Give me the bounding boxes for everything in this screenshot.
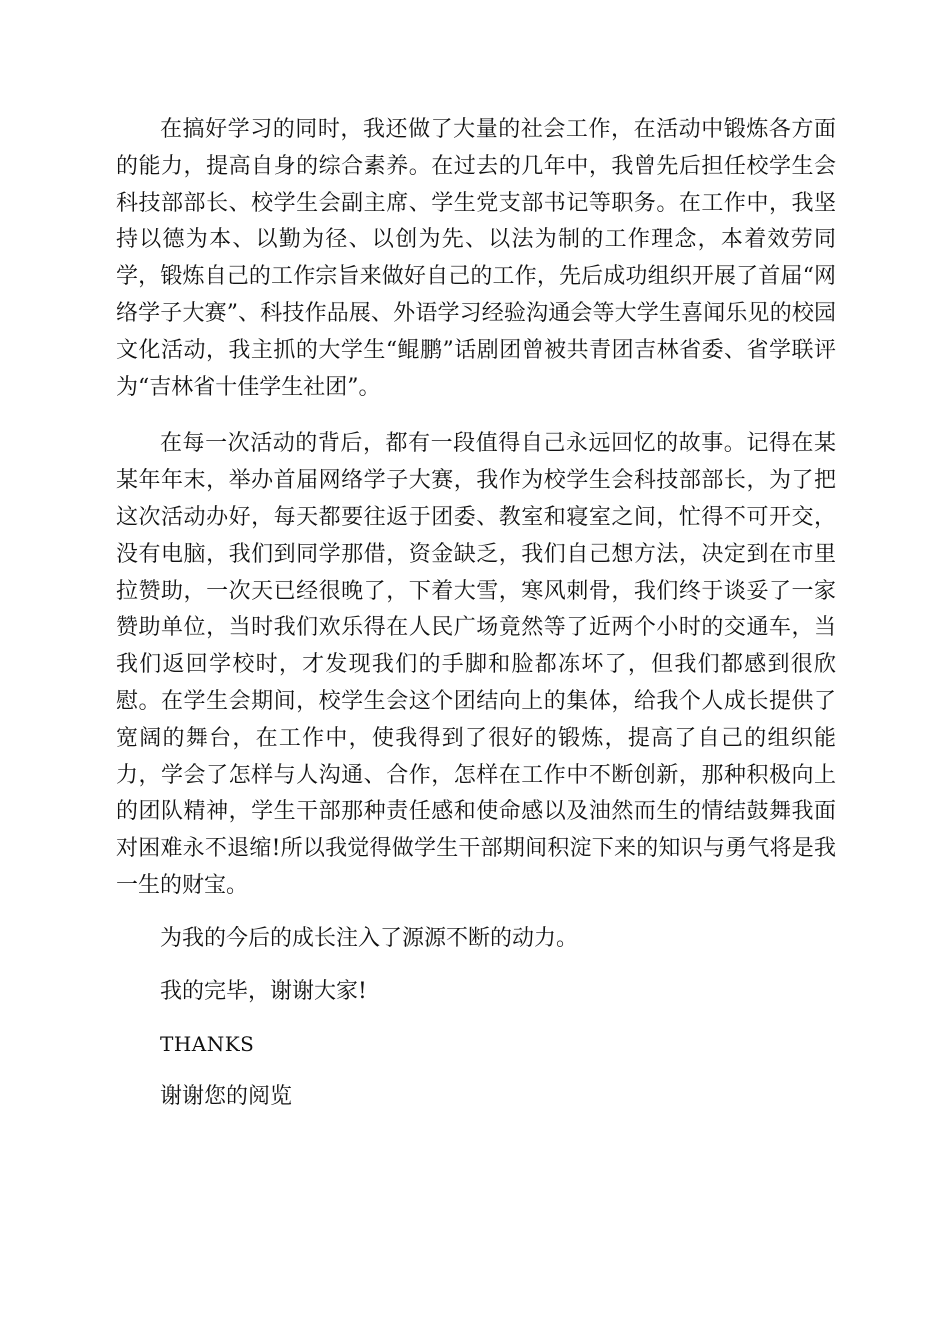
paragraph-activity-story: 在每一次活动的背后，都有一段值得自己永远回忆的故事。记得在某某年年末，举办首届网络学子大赛，我作为校学生会科技部部长，为了把这次活动办好，每天都要往返于团委、教室和寝室之间，忙得不可开交，没有电脑，我们到同学那借，资金缺乏，我们自己想方法，决定到在市里拉赞助，一次天已经很晚了，下着大雪，寒风刺骨，我们终于谈妥了一家赞助单位，当时我们欢乐得在人民广场竟然等了近两个小时的交通车，当我们返回学校时，才发现我们的手脚和脸都冻坏了，但我们都感到很欣慰。在学生会期间，校学生会这个团结向上的集体，给我个人成长提供了宽阔的舞台，在工作中，使我得到了很好的锻炼，提高了自己的组织能力，学会了怎样与人沟通、合作，怎样在工作中不断创新，那种积极向上的团队精神，学生干部那种责任感和使命感以及油然而生的情结鼓舞我面对困难永不退缩!所以我觉得做学生干部期间积淀下来的知识与勇气将是我一生的财宝。	[116, 431, 836, 898]
paragraph-thanks-english: THANKS	[160, 1032, 255, 1057]
paragraph-growth-motivation: 为我的今后的成长注入了源源不断的动力。	[160, 925, 579, 951]
document-body	[116, 112, 836, 1116]
paragraph-closing-thanks: 我的完毕，谢谢大家!	[160, 978, 367, 1004]
paragraph-social-work: 在搞好学习的同时，我还做了大量的社会工作，在活动中锻炼各方面的能力，提高自身的综合素养。在过去的几年中，我曾先后担任校学生会科技部部长、校学生会副主席、学生党支部书记等职务。在工作中，我坚持以德为本、以勤为径、以创为先、以法为制的工作理念，本着效劳同学，锻炼自己的工作宗旨来做好自己的工作，先后成功组织开展了首届“网络学子大赛”、科技作品展、外语学习经验沟通会等大学生喜闻乐见的校园文化活动，我主抓的大学生“鲲鹏”话剧团曾被共青团吉林省委、省学联评为“吉林省十佳学生社团”。	[116, 117, 836, 400]
paragraph-thanks-reading: 谢谢您的阅览	[160, 1084, 293, 1110]
